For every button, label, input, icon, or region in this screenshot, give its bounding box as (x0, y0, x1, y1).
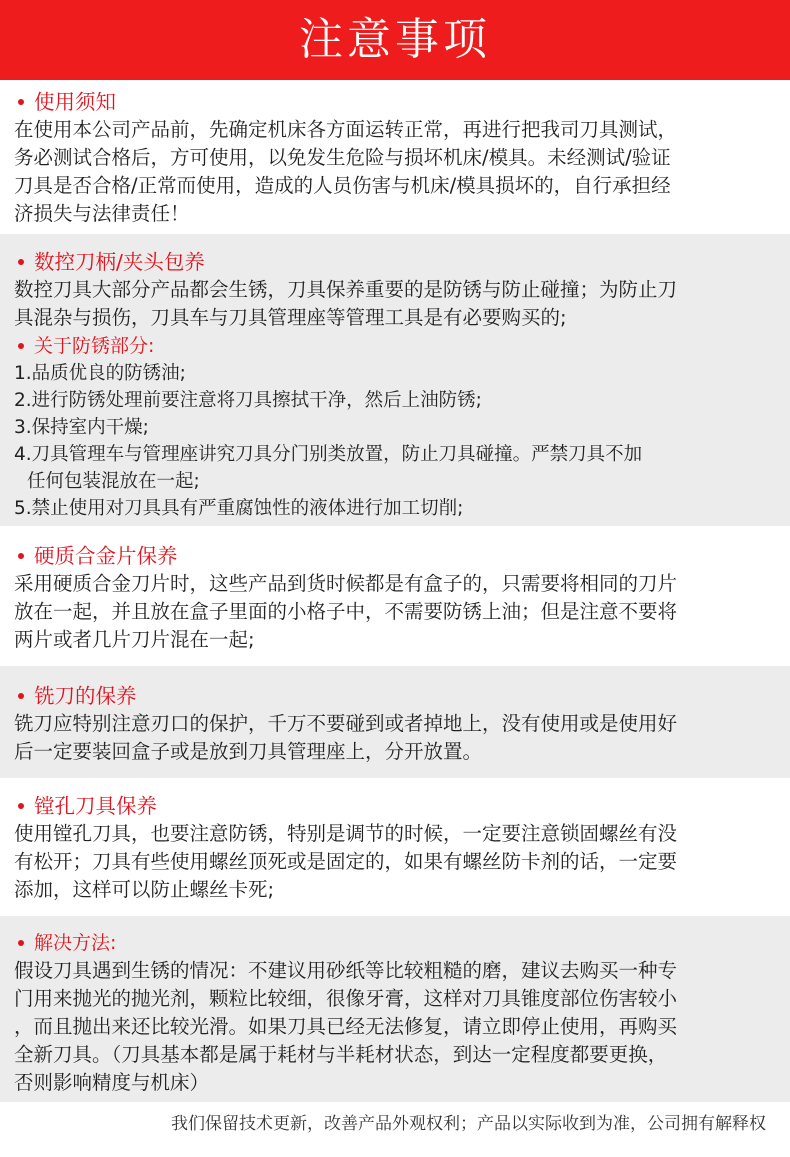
section-solution (0, 916, 790, 1102)
paragraph-line: 济损失与法律责任！ (14, 202, 190, 225)
paragraph-line: 添加，这样可以防止螺丝卡死; (14, 878, 275, 901)
bullet-icon (18, 940, 24, 946)
section-heading: 使用须知 (14, 88, 776, 116)
list-item: 1.品质优良的防锈油; (14, 363, 186, 384)
bullet-icon (18, 99, 24, 105)
list-item: 5.禁止使用对刀具具有严重腐蚀性的液体进行加工切削; (14, 498, 464, 519)
paragraph-line: 假设刀具遇到生锈的情况：不建议用砂纸等比较粗糙的磨，建议去购买一种专 (14, 959, 678, 982)
section-heading: 硬质合金片保养 (14, 542, 776, 570)
section-carbide-insert-care (0, 526, 790, 666)
footer (0, 1102, 790, 1157)
paragraph-line: 具混杂与损伤，刀具车与刀具管理座等管理工具是有必要购买的; (14, 306, 567, 329)
section-heading: 解决方法: (14, 929, 776, 957)
list-item: 任何包装混放在一起; (27, 471, 200, 492)
section-boring-tool-care (0, 778, 790, 916)
section-heading: 铣刀的保养 (14, 682, 776, 710)
paragraph-line: 使用镗孔刀具，也要注意防锈，特别是调节的时候，一定要注意锁固螺丝有没 (14, 822, 678, 845)
paragraph-line: 否则影响精度与机床） (14, 1071, 210, 1094)
section-cnc-holder-care (0, 234, 790, 526)
paragraph-line: 放在一起，并且放在盒子里面的小格子中，不需要防锈上油；但是注意不要将 (14, 600, 678, 623)
paragraph-line: 在使用本公司产品前，先确定机床各方面运转正常，再进行把我司刀具测试， (14, 118, 678, 141)
section-heading: 镗孔刀具保养 (14, 792, 776, 820)
paragraph-line: 后一定要装回盒子或是放到刀具管理座上，分开放置。 (14, 740, 483, 763)
paragraph-line: 全新刀具。（刀具基本都是属于耗材与半耗材状态，到达一定程度都要更换， (14, 1043, 668, 1066)
section-usage-notice (0, 80, 790, 234)
header-banner (0, 0, 790, 80)
paragraph-line: 有松开；刀具有些使用螺丝顶死或是固定的，如果有螺丝防卡剂的话，一定要 (14, 850, 678, 873)
paragraph-line: 刀具是否合格/正常而使用，造成的人员伤害与机床/模具损坏的，自行承担经 (14, 174, 671, 197)
list-item: 3.保持室内干燥; (14, 417, 149, 438)
section-heading: 数控刀柄/夹头包养 (14, 248, 776, 276)
page-title: 注意事项 (299, 14, 491, 65)
section-milling-cutter-care (0, 666, 790, 778)
paragraph-line: ，而且抛出来还比较光滑。如果刀具已经无法修复，请立即停止使用，再购买 (14, 1015, 678, 1038)
paragraph-line: 采用硬质合金刀片时，这些产品到货时候都是有盒子的，只需要将相同的刀片 (14, 572, 678, 595)
paragraph-line: 铣刀应特别注意刃口的保护，千万不要碰到或者掉地上，没有使用或是使用好 (14, 712, 678, 735)
bullet-icon (18, 693, 24, 699)
footer-note: 我们保留技术更新，改善产品外观权利；产品以实际收到为准，公司拥有解释权 (171, 1114, 766, 1134)
bullet-icon (18, 259, 24, 265)
bullet-icon (18, 803, 24, 809)
bullet-icon (18, 553, 24, 559)
list-item: 2.进行防锈处理前要注意将刀具擦拭干净，然后上油防锈; (14, 390, 482, 411)
subsection-heading: 关于防锈部分: (14, 332, 776, 360)
bullet-icon (18, 343, 24, 349)
paragraph-line: 门用来抛光的抛光剂，颗粒比较细，很像牙膏，这样对刀具锥度部位伤害较小 (14, 987, 678, 1010)
paragraph-line: 数控刀具大部分产品都会生锈，刀具保养重要的是防锈与防止碰撞；为防止刀 (14, 278, 678, 301)
list-item: 4.刀具管理车与管理座讲究刀具分门别类放置，防止刀具碰撞。严禁刀具不加 (14, 444, 643, 465)
paragraph-line: 两片或者几片刀片混在一起; (14, 628, 255, 651)
paragraph-line: 务必测试合格后，方可使用，以免发生危险与损坏机床/模具。未经测试/验证 (14, 146, 671, 169)
